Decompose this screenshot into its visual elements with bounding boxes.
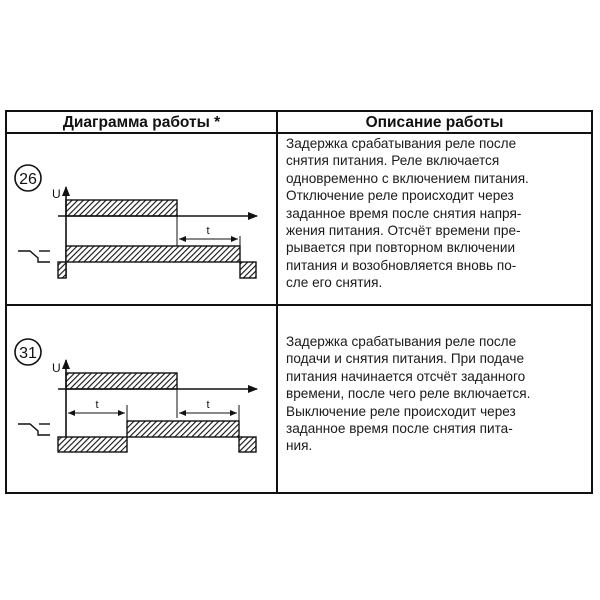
delay-label: t xyxy=(206,225,210,237)
diagram-31 xyxy=(15,339,257,452)
description-line: рывается при повторном включении xyxy=(286,240,516,256)
mode-badge-31 xyxy=(15,339,41,365)
header-description: Описание работы xyxy=(365,114,504,131)
supply-voltage-pulse xyxy=(66,200,177,216)
description-line: Выключение реле происходит через xyxy=(286,403,516,419)
supply-voltage-pulse xyxy=(66,373,177,389)
on-delay-label: t xyxy=(95,399,99,411)
diagram-26 xyxy=(15,165,257,278)
relay-off-state-left xyxy=(58,437,127,452)
description-line: жения питания. Отсчёт времени пре- xyxy=(286,223,521,239)
description-line: Отключение реле происходит через xyxy=(286,188,514,204)
relay-contact-icon xyxy=(18,251,50,262)
description-line: Задержка срабатывания реле после xyxy=(286,136,517,151)
mode-number: 26 xyxy=(19,171,37,188)
header-diagram: Диаграмма работы * xyxy=(62,114,221,131)
description-line: снятия питания. Реле включается xyxy=(286,153,500,169)
mode-badge-26 xyxy=(15,165,41,191)
voltage-axis-label: U xyxy=(52,187,61,201)
description-line: подачи и снятия питания. При подаче xyxy=(286,351,525,367)
relay-off-state-right xyxy=(240,262,256,278)
relay-off-state-right xyxy=(239,437,256,452)
relay-on-state xyxy=(127,421,239,437)
description-line: заданное время после снятия напря- xyxy=(286,205,522,221)
description-line: заданное время после снятия пита- xyxy=(286,421,513,437)
description-line: ния. xyxy=(286,438,313,454)
relay-contact-icon xyxy=(18,424,50,435)
voltage-axis-label: U xyxy=(52,361,61,375)
mode-number: 31 xyxy=(19,345,37,362)
description-line: питания начинается отсчёт заданного xyxy=(286,368,526,384)
relay-on-state xyxy=(66,246,240,262)
description-line: одновременно с включением питания. xyxy=(286,170,529,186)
description-line: времени, после чего реле включается. xyxy=(286,386,531,402)
description-line: Задержка срабатывания реле после xyxy=(286,334,517,349)
relay-off-state-left xyxy=(58,262,66,278)
description-line: сле его снятия. xyxy=(286,275,383,291)
off-delay-label: t xyxy=(206,399,210,411)
description-line: питания и возобновляется вновь по- xyxy=(286,257,517,273)
